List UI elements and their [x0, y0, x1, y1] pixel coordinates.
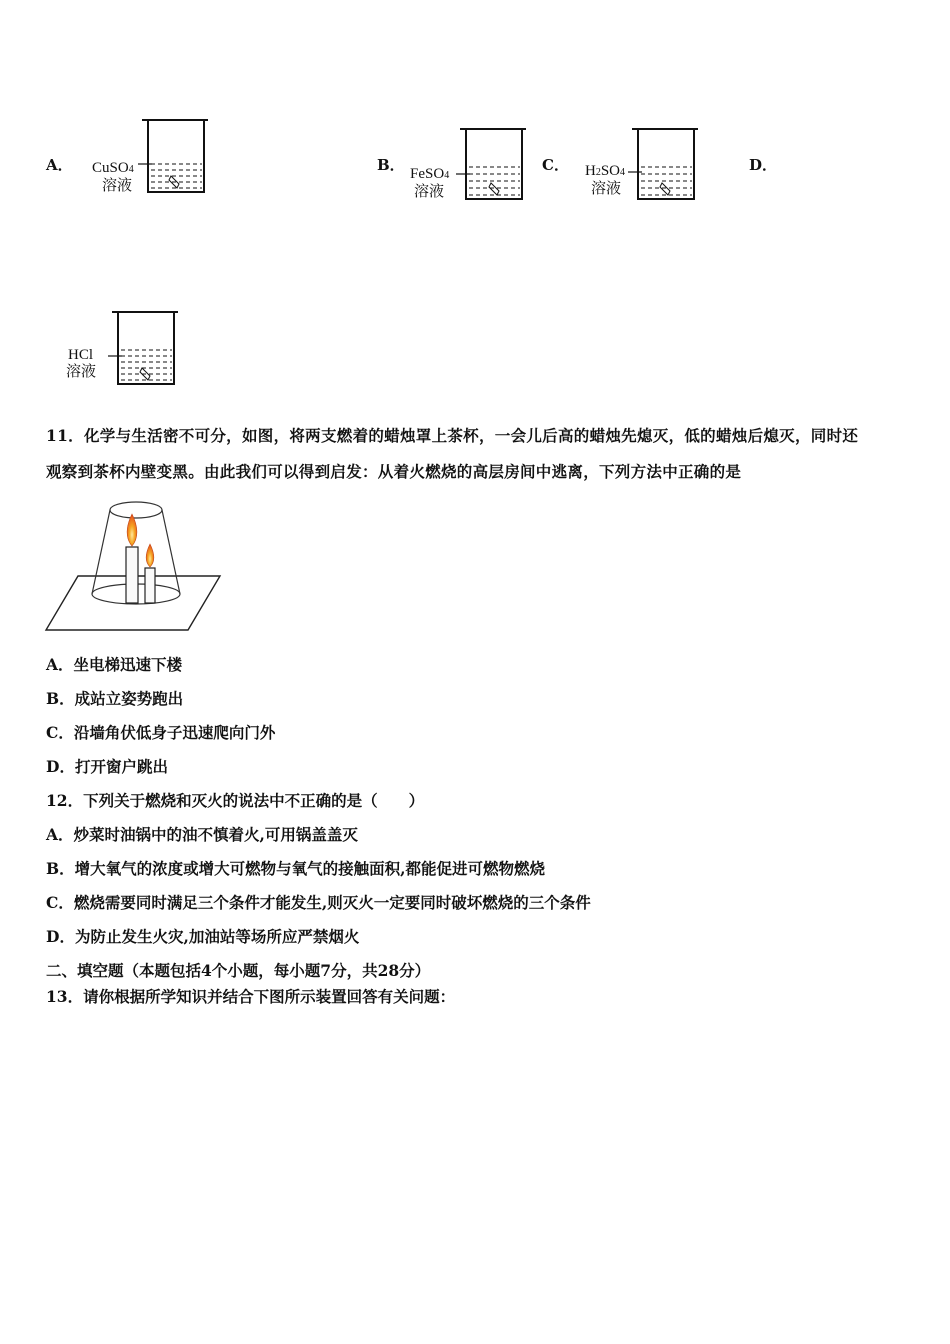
option-d-chemical-label: HCl 溶液	[66, 347, 97, 380]
beaker-a-diagram	[138, 118, 212, 198]
q12-option-a: A．炒菜时油锅中的油不慎着火,可用锅盖盖灭	[46, 825, 358, 844]
q11-option-b: B．成站立姿势跑出	[46, 689, 184, 708]
q11-option-c: C．沿墙角伏低身子迅速爬向门外	[46, 723, 276, 742]
option-a-letter: A．	[46, 156, 73, 174]
q11-option-a: A．坐电梯迅速下楼	[46, 655, 183, 674]
beaker-d-diagram	[108, 310, 182, 390]
q12-option-c: C．燃烧需要同时满足三个条件才能发生,则灭火一定要同时破坏燃烧的三个条件	[46, 893, 591, 912]
beaker-b-diagram	[456, 127, 530, 205]
beaker-c-diagram	[628, 127, 702, 205]
candles-under-cup-diagram	[44, 494, 224, 634]
option-b-chemical-label: FeSO4 溶液	[410, 166, 450, 200]
q11-stem-line2: 观察到茶杯内壁变黑。由此我们可以得到启发：从着火燃烧的高层房间中逃离，下列方法中正确的是	[46, 462, 742, 481]
q12-option-d: D．为防止发生火灾,加油站等场所应严禁烟火	[46, 927, 360, 946]
q12-option-b: B．增大氧气的浓度或增大可燃物与氧气的接触面积,都能促进可燃物燃烧	[46, 859, 545, 878]
option-b-letter: B．	[377, 156, 405, 174]
q13-stem: 13．请你根据所学知识并结合下图所示装置回答有关问题：	[46, 987, 456, 1006]
option-a-chemical-label: CuSO4 溶液	[92, 160, 134, 194]
option-c-chemical-label: H2SO4 溶液	[585, 163, 626, 197]
section-2-heading: 二、填空题（本题包括4个小题，每小题7分，共28分）	[46, 961, 431, 980]
q11-stem-line1: 11．化学与生活密不可分，如图，将两支燃着的蜡烛罩上茶杯，一会儿后高的蜡烛先熄灭，低的蜡烛后熄灭，同时还	[46, 426, 859, 445]
q12-stem: 12．下列关于燃烧和灭火的说法中不正确的是（ ）	[46, 791, 425, 810]
q11-option-d: D．打开窗户跳出	[46, 757, 168, 776]
option-c-letter: C．	[542, 156, 569, 174]
option-d-letter: D．	[749, 156, 778, 174]
